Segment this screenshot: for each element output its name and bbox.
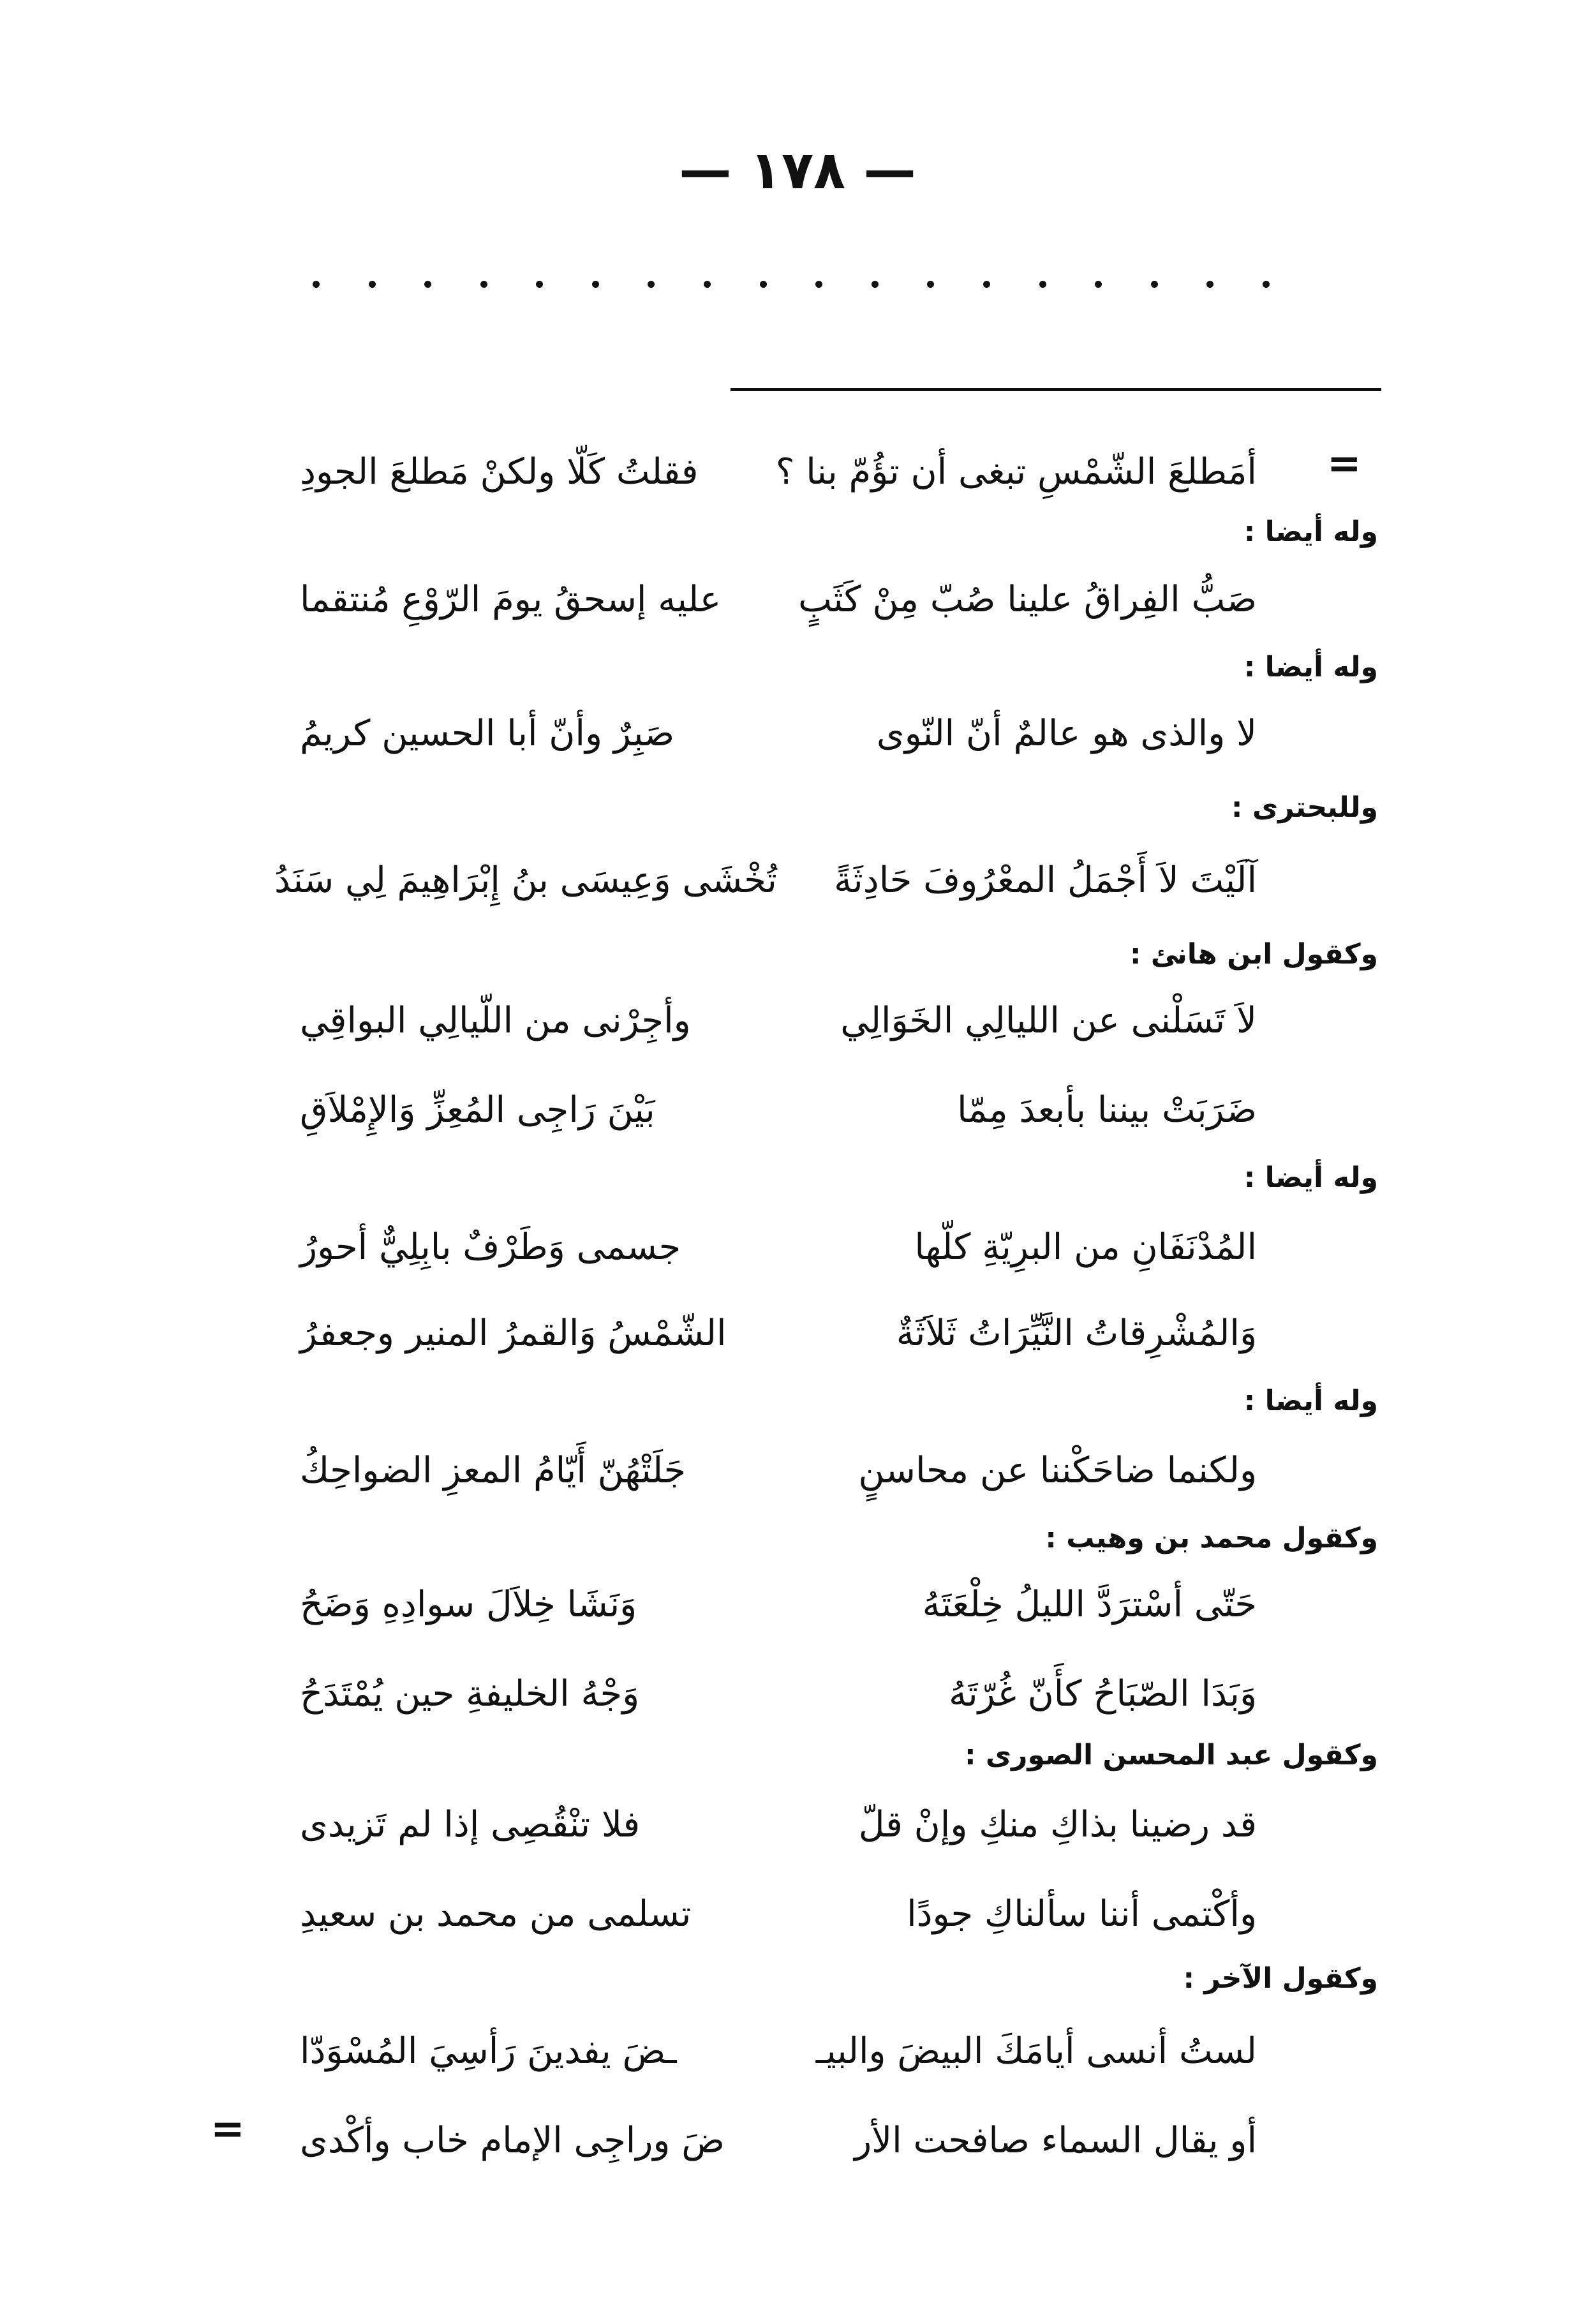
dot [1151,281,1158,288]
section-heading: وله أيضا : [1243,1161,1378,1194]
verse-line [300,1302,1257,1366]
first-hemistich: وَالمُشْرِقاتُ النَّيِّرَاتُ ثَلاَثَةٌ [896,1313,1257,1354]
second-hemistich: صَبِرٌ وأنّ أبا الحسين كريمُ [300,713,675,754]
second-hemistich: ـضَ يفدينَ رَأسِيَ المُسْوَدّا [300,2030,677,2072]
dot [536,281,543,288]
first-hemistich: أمَطلعَ الشّمْسِ تبغى أن تؤُمّ بنا ؟ [775,451,1257,493]
dot [480,281,487,288]
first-hemistich: وَبَدَا الصّبَاحُ كأَنّ غُرّتَهُ [949,1673,1257,1715]
second-hemistich: عليه إسحقُ يومَ الرّوْعِ مُنتقما [300,579,722,620]
continuation-marker: = [1327,440,1361,488]
first-hemistich: ضَرَبَتْ بيننا بأبعدَ مِمّا [957,1089,1257,1131]
second-hemistich: ضَ وراجِى الإمام خاب وأكْدى [300,2120,725,2161]
verse-line [300,2109,1257,2173]
second-hemistich: تُخْشَى وَعِيسَى بنُ إِبْرَاهِيمَ لِي سَنَدُ [274,860,777,901]
second-hemistich: وَجْهُ الخليفةِ حين يُمْتَدَحُ [300,1673,640,1715]
dot [815,281,822,288]
dot [927,281,934,288]
verse-line [274,849,1257,912]
verse-line [300,568,1257,632]
second-hemistich: فقلتُ كَلّا ولكنْ مَطلعَ الجودِ [300,451,699,493]
section-heading: وله أيضا : [1243,1385,1378,1417]
dot [424,281,431,288]
first-hemistich: ولكنما ضاحَكْننا عن محاسنٍ [858,1450,1257,1491]
dot [1206,281,1213,288]
ellipsis-dots [313,281,1270,288]
dot [760,281,767,288]
second-hemistich: وَنَشَا خِلاَلَ سوادِهِ وَضَحُ [300,1584,637,1625]
verse-line [300,1216,1257,1279]
verse-line [300,1439,1257,1503]
end-marker: = [211,2106,245,2153]
section-heading: وله أيضا : [1243,651,1378,683]
second-hemistich: الشّمْسُ وَالقمرُ المنير وجعفرُ [300,1313,727,1354]
second-hemistich: فلا تنْقُصِى إذا لم تَزيدى [300,1804,641,1845]
verse-line [300,2020,1257,2083]
second-hemistich: جَلَتْهُنّ أَيّامُ المعزِ الضواحِكُ [300,1450,686,1491]
page-number: — ١٧٨ — [679,140,916,201]
dot [872,281,879,288]
first-hemistich: لستُ أنسى أيامَكَ البيضَ والبيـ [815,2030,1257,2072]
first-hemistich: قد رضينا بذاكِ منكِ وإنْ قلّ [858,1804,1257,1845]
dot [1039,281,1046,288]
dot [704,281,711,288]
section-heading: وكقول عبد المحسن الصورى : [964,1739,1378,1771]
section-heading: وكقول ابن هانئ : [1130,938,1378,971]
verse-line [300,1078,1257,1142]
dot [983,281,990,288]
first-hemistich: آلَيْتَ لاَ أَجْمَلُ المعْرُوفَ حَادِثَةً [834,860,1257,901]
second-hemistich: تسلمى من محمد بن سعيدِ [300,1893,692,1935]
second-hemistich: بَيْنَ رَاجِى المُعِزِّ وَالإِمْلاَقِ [300,1089,655,1131]
first-hemistich: لا والذى هو عالمٌ أنّ النّوى [876,713,1257,754]
first-hemistich: لاَ تَسَلْنى عن الليالِي الخَوَالِي [840,1000,1257,1041]
footnote-rule [731,388,1381,391]
second-hemistich: وأجِرْنى من اللّيالِي البواقِي [300,1000,691,1041]
section-heading: وللبحترى : [1231,791,1378,824]
dot [313,281,320,288]
dot [1263,281,1270,288]
first-hemistich: المُدْنَفَانِ من البرِيّةِ كلّها [914,1226,1257,1268]
first-hemistich: حَتّى أسْترَدَّ الليلُ خِلْعَتَهُ [922,1584,1257,1625]
verse-line [300,440,1257,504]
dot [1095,281,1102,288]
dot [648,281,655,288]
verse-line [300,1662,1257,1726]
first-hemistich: صَبُّ الفِراقُ علينا صُبّ مِنْ كَثَبٍ [798,579,1257,620]
verse-line [300,1793,1257,1857]
verse-line [300,989,1257,1053]
verse-line [300,702,1257,766]
dot [369,281,376,288]
verse-line [300,1882,1257,1946]
dot [592,281,599,288]
second-hemistich: جسمى وَطَرْفٌ بابِلِيٌّ أحورُ [300,1226,681,1268]
section-heading: وله أيضا : [1243,516,1378,548]
section-heading: وكقول محمد بن وهيب : [1045,1522,1378,1554]
first-hemistich: أو يقال السماء صافحت الأر [854,2120,1257,2161]
section-heading: وكقول الآخر : [1183,1962,1378,1995]
first-hemistich: وأكْتمى أننا سألناكِ جودًا [907,1893,1257,1935]
verse-line [300,1573,1257,1637]
